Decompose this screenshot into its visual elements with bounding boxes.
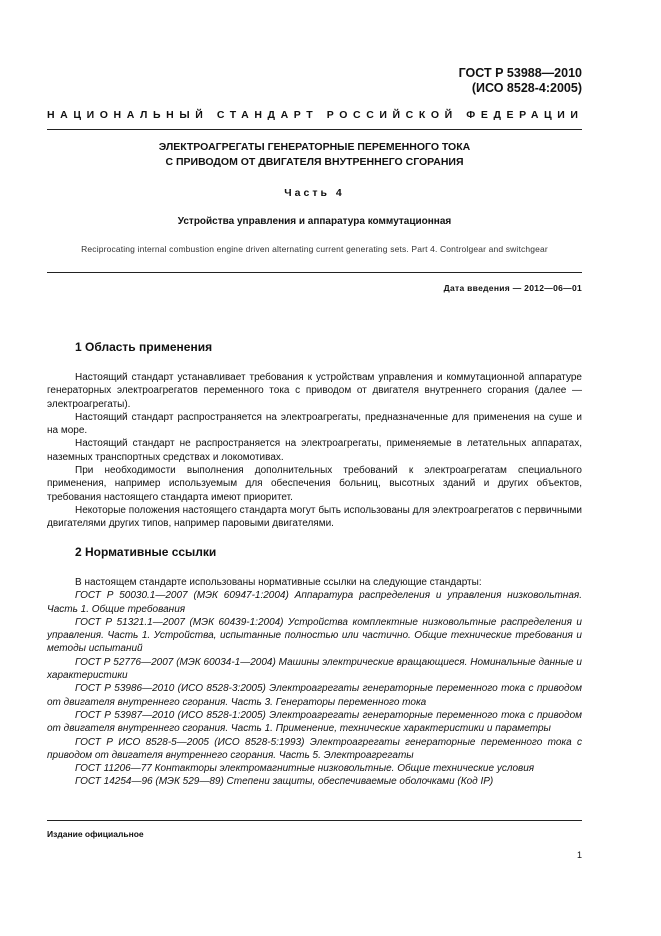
iso-number: (ИСО 8528-4:2005) (471, 81, 582, 95)
paragraph: Настоящий стандарт устанавливает требования к устройствам управления и коммутационной аппаратуре генераторных электроагрегатов переменного тока с приводом от двигателя внутреннего сгорания (далее — электроагрегаты). (47, 372, 582, 410)
section-1-heading: 1 Область применения (75, 340, 213, 354)
standard-designation (459, 66, 582, 96)
footer-rule (47, 820, 582, 821)
paragraph: При необходимости выполнения дополнительных требований к электроагрегатам специального применения, например используемым для обеспечения больниц, высотных зданий и других объектов, требования настоящего стандарта имеют приоритет. (47, 465, 582, 503)
standard-number: ГОСТ Р 53988—2010 (458, 66, 582, 80)
part-subtitle: Устройства управления и аппаратура коммутационная (177, 216, 452, 227)
reference-item: ГОСТ Р ИСО 8528-5—2005 (ИСО 8528-5:1993) Электроагрегаты генераторные переменного тока с приводом от двигателя внутреннего сгорания. Часть 5. Электроагрегаты (47, 736, 582, 761)
reference-item: ГОСТ Р 52776—2007 (МЭК 60034-1—2004) Машины электрические вращающиеся. Номинальные данные и характеристики (47, 656, 582, 682)
reference-item: ГОСТ 11206—77 Контакторы электромагнитные низковольтные. Общие технические условия (75, 763, 535, 775)
section-1-body (47, 371, 582, 531)
document-title (47, 140, 582, 170)
reference-item: ГОСТ Р 53987—2010 (ИСО 8528-1:2005) Электроагрегаты генераторные переменного тока с приводом от двигателя внутреннего сгорания. Часть 1. Применение, технические характеристики и параметры (47, 709, 582, 735)
reference-item: ГОСТ Р 51321.1—2007 (МЭК 60439-1:2004) Устройства комплектные низковольтные распределения и управления. Часть 1. Устройства, испытанные полностью или частично. Общие технические требования и методы испытаний (47, 616, 582, 655)
paragraph: Настоящий стандарт не распространяется на электроагрегаты, применяемые в летательных аппаратах, наземных транспортных средствах и локомотивах. (47, 438, 582, 463)
references-intro: В настоящем стандарте использованы нормативные ссылки на следующие стандарты: (75, 577, 482, 588)
official-edition-label: Издание официальное (47, 829, 144, 839)
section-2-heading: 2 Нормативные ссылки (75, 545, 217, 559)
title-line-2: С ПРИВОДОМ ОТ ДВИГАТЕЛЯ ВНУТРЕННЕГО СГОРАНИЯ (165, 156, 464, 168)
reference-item: ГОСТ Р 53986—2010 (ИСО 8528-3:2005) Электроагрегаты генераторные переменного тока с приводом от двигателя внутреннего сгорания. Часть 3. Генераторы переменного тока (47, 683, 582, 708)
reference-item: ГОСТ Р 50030.1—2007 (МЭК 60947-1:2004) Аппаратура распределения и управления низковольтная. Часть 1. Общие требования (47, 590, 582, 615)
section-2-body (47, 576, 582, 789)
title-line-1: ЭЛЕКТРОАГРЕГАТЫ ГЕНЕРАТОРНЫЕ ПЕРЕМЕННОГО ТОКА (158, 141, 471, 153)
page-number: 1 (576, 850, 582, 860)
national-standard-banner: НАЦИОНАЛЬНЫЙ СТАНДАРТ РОССИЙСКОЙ ФЕДЕРАЦИИ (47, 109, 584, 121)
part-label: Часть 4 (284, 187, 345, 199)
header-rule (47, 129, 582, 130)
paragraph: Некоторые положения настоящего стандарта могут быть использованы для электроагрегатов с первичными двигателями других типов, например паровыми двигателями. (47, 504, 582, 530)
paragraph: Настоящий стандарт распространяется на электроагрегаты, предназначенные для применения на суше и на море. (47, 411, 582, 437)
introduction-date: Дата введения — 2012—06—01 (443, 283, 582, 293)
english-title: Reciprocating internal combustion engine driven alternating current generating sets. Part 4. Controlgear and switchgear (81, 244, 548, 254)
date-rule (47, 272, 582, 273)
reference-item: ГОСТ 14254—96 (МЭК 529—89) Степени защиты, обеспечиваемые оболочками (Код IP) (75, 776, 494, 788)
